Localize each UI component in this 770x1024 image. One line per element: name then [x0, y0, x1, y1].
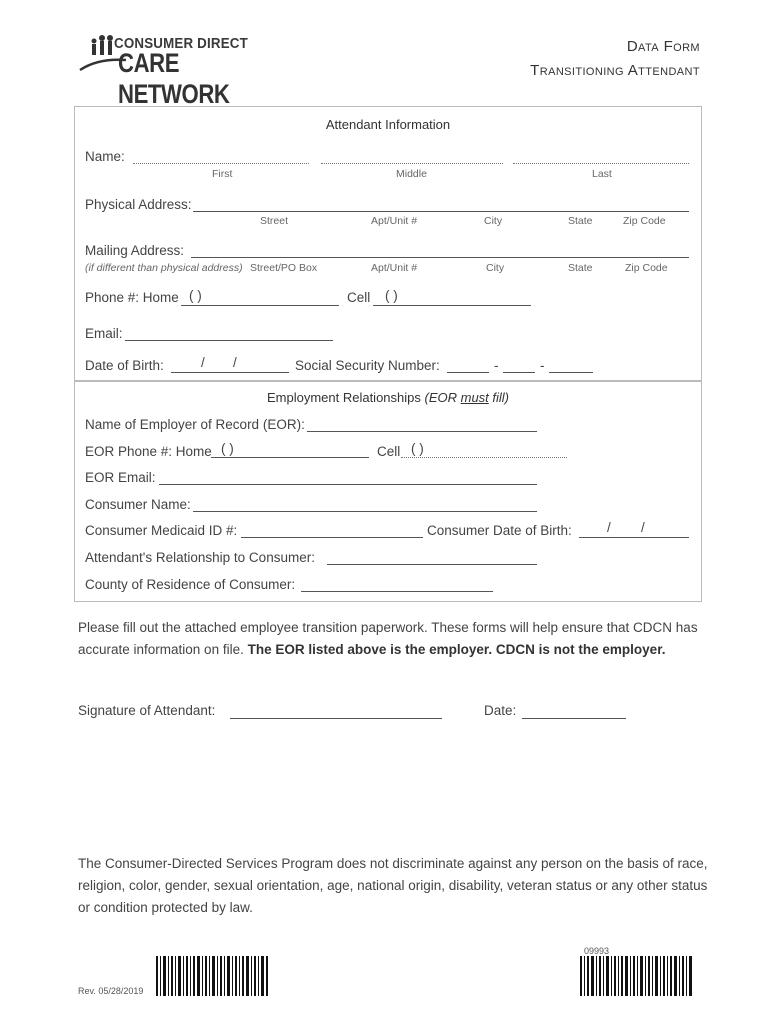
eor-phone-home-field[interactable]: [211, 457, 369, 458]
form-title: Data Form: [626, 38, 700, 55]
mailing-city-caption: City: [486, 262, 505, 274]
medicaid-id-label: Consumer Medicaid ID #:: [85, 523, 238, 538]
eor-phone-label: EOR Phone #: Home: [85, 444, 212, 459]
cdcn-logo: [78, 30, 278, 109]
date-field[interactable]: [522, 718, 626, 719]
attendant-heading: Attendant Information: [325, 117, 451, 132]
phone-home-paren: ( ): [189, 288, 202, 303]
eor-cell-label: Cell: [377, 444, 401, 459]
employment-heading-open: (EOR: [424, 390, 461, 405]
mailing-address-label: Mailing Address:: [85, 243, 185, 258]
middle-name-field[interactable]: [321, 163, 503, 164]
barcode-left: [156, 956, 270, 996]
last-name-field[interactable]: [513, 163, 689, 164]
eor-cell-paren: ( ): [411, 441, 424, 456]
eor-email-label: EOR Email:: [85, 470, 156, 485]
eor-cell-field[interactable]: [401, 457, 567, 458]
employment-heading-must: must: [460, 390, 489, 405]
nondiscrimination-statement: The Consumer-Directed Services Program does not discriminate against any person on the basis of race, religion, color, gender, sexual orientation, age, national origin, disability, veteran status or any other status or condition protected by law.: [78, 856, 708, 915]
instructions-text: Please fill out the attached employee transition paperwork. These forms will help ensure that CDCN has accurate information on file.: [78, 620, 698, 657]
street-caption: Street: [260, 215, 289, 227]
phone-home-field[interactable]: [181, 305, 339, 306]
instructions-paragraph: [78, 617, 718, 661]
eor-email-field[interactable]: [159, 484, 537, 485]
relationship-label: Attendant's Relationship to Consumer:: [85, 550, 315, 565]
county-field[interactable]: [301, 591, 493, 592]
barcode-number: 09993: [584, 946, 610, 956]
last-caption: Last: [592, 168, 612, 180]
city-caption: City: [484, 215, 503, 227]
consumer-name-field[interactable]: [193, 511, 537, 512]
employment-heading-close: fill): [488, 390, 510, 405]
dob-slash-1: /: [201, 355, 205, 370]
state-caption: State: [568, 215, 593, 227]
attendant-section: [74, 106, 702, 382]
employer-name-label: Name of Employer of Record (EOR):: [85, 417, 305, 432]
middle-caption: Middle: [396, 168, 427, 180]
instructions-bold: The EOR listed above is the employer. CDCN is not the employer.: [247, 642, 666, 657]
name-label: Name:: [85, 149, 125, 164]
employer-name-field[interactable]: [307, 431, 537, 432]
signature-field[interactable]: [230, 718, 442, 719]
dob-label: Date of Birth:: [85, 358, 164, 373]
form-subtitle: Transitioning Attendant: [530, 62, 700, 79]
dob-slash-2: /: [233, 355, 237, 370]
mailing-apt-caption: Apt/Unit #: [371, 262, 418, 274]
ssn-dash-2: -: [540, 358, 545, 373]
cell-paren: ( ): [385, 288, 398, 303]
ssn-field-1[interactable]: [447, 372, 489, 373]
barcode-right-icon: [580, 956, 694, 996]
phone-home-label: Phone #: Home: [85, 290, 179, 305]
medicaid-id-field[interactable]: [241, 537, 423, 538]
eor-phone-paren: ( ): [221, 441, 234, 456]
date-label: Date:: [484, 703, 517, 718]
mailing-state-caption: State: [568, 262, 593, 274]
cell-label: Cell: [347, 290, 371, 305]
employment-heading: [75, 390, 701, 405]
physical-address-label: Physical Address:: [85, 197, 192, 212]
physical-address-field[interactable]: [193, 211, 689, 212]
ssn-dash-1: -: [494, 358, 499, 373]
mailing-note: (if different than physical address): [85, 262, 243, 274]
signature-label: Signature of Attendant:: [78, 703, 216, 718]
ssn-label: Social Security Number:: [295, 358, 440, 373]
apt-caption: Apt/Unit #: [371, 215, 418, 227]
barcode-right: [580, 956, 694, 996]
logo-top-text: CONSUMER DIRECT: [114, 36, 248, 52]
ssn-field-3[interactable]: [549, 372, 593, 373]
email-field[interactable]: [125, 340, 333, 341]
cell-field[interactable]: [373, 305, 531, 306]
consumer-dob-field[interactable]: [579, 537, 689, 538]
first-name-field[interactable]: [133, 163, 309, 164]
ssn-field-2[interactable]: [503, 372, 535, 373]
first-caption: First: [212, 168, 233, 180]
employment-heading-main: Employment Relationships: [266, 390, 425, 405]
street-po-caption: Street/PO Box: [250, 262, 318, 274]
zip-caption: Zip Code: [623, 215, 666, 227]
revision-date: Rev. 05/28/2019: [78, 986, 144, 996]
consumer-name-label: Consumer Name:: [85, 497, 191, 512]
employment-section: [74, 380, 702, 602]
relationship-field[interactable]: [327, 564, 537, 565]
barcode-left-icon: [156, 956, 270, 996]
consumer-dob-slash-2: /: [641, 520, 645, 535]
mailing-zip-caption: Zip Code: [625, 262, 668, 274]
consumer-dob-slash-1: /: [607, 520, 611, 535]
logo-main-text: CARE NETWORK: [118, 48, 230, 109]
consumer-dob-label: Consumer Date of Birth:: [427, 523, 572, 538]
dob-field[interactable]: [171, 372, 289, 373]
county-label: County of Residence of Consumer:: [85, 577, 296, 592]
mailing-address-field[interactable]: [191, 257, 689, 258]
email-label: Email:: [85, 326, 123, 341]
